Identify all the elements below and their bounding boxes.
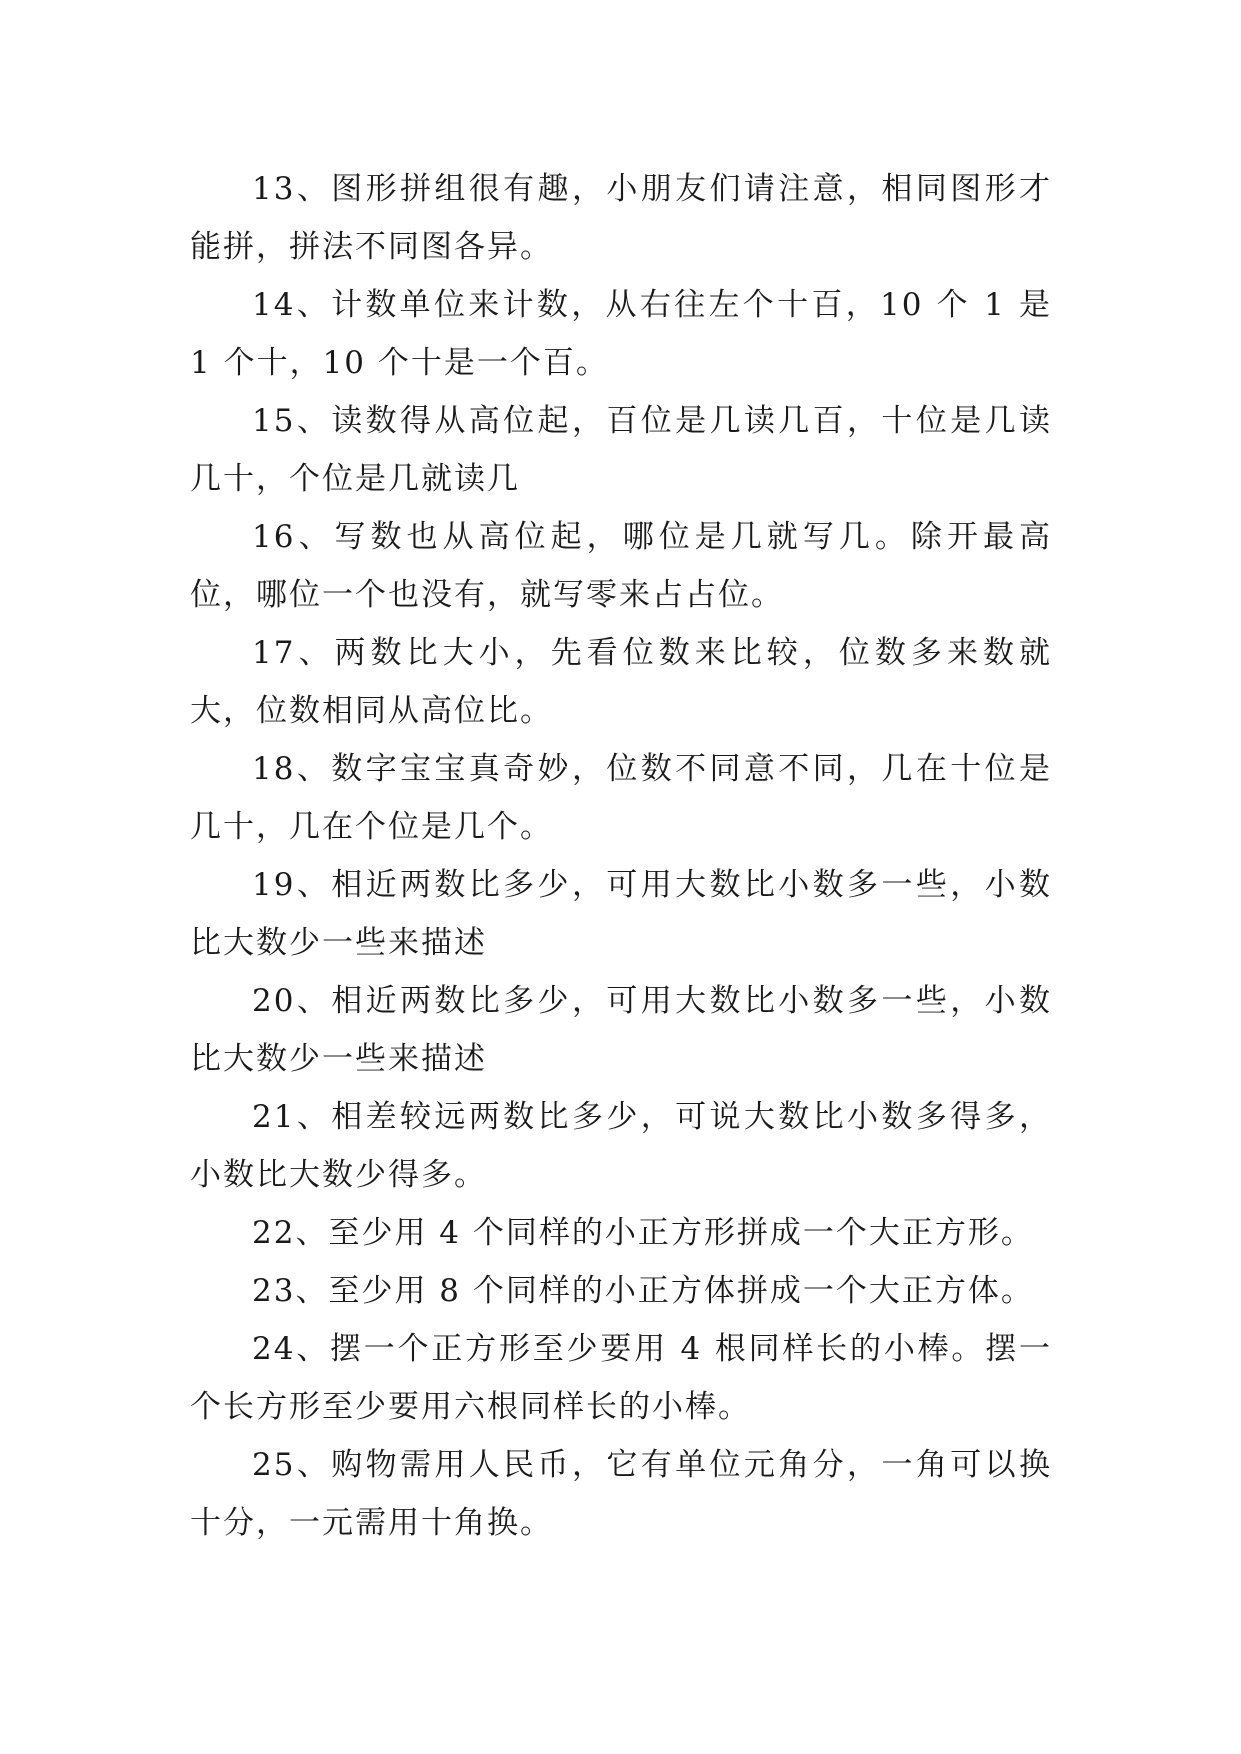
paragraph-20: 20、相近两数比多少，可用大数比小数多一些，小数比大数少一些来描述 bbox=[190, 983, 1052, 1077]
paragraph-22: 22、至少用 4 个同样的小正方形拼成一个大正方形。 bbox=[252, 1215, 1034, 1251]
paragraph-25: 25、购物需用人民币，它有单位元角分，一角可以换十分，一元需用十角换。 bbox=[190, 1447, 1052, 1541]
document-body bbox=[190, 160, 1052, 1552]
paragraph-14: 14、计数单位来计数，从右往左个十百，10 个 1 是 1 个十，10 个十是一个百。 bbox=[190, 287, 1052, 381]
paragraph-18: 18、数字宝宝真奇妙，位数不同意不同，几在十位是几十，几在个位是几个。 bbox=[190, 751, 1052, 845]
paragraph-15: 15、读数得从高位起，百位是几读几百，十位是几读几十，个位是几就读几 bbox=[190, 403, 1052, 497]
paragraph-17: 17、两数比大小，先看位数来比较，位数多来数就大，位数相同从高位比。 bbox=[190, 635, 1052, 729]
paragraph-13: 13、图形拼组很有趣，小朋友们请注意，相同图形才能拼，拼法不同图各异。 bbox=[190, 171, 1052, 265]
paragraph-16: 16、写数也从高位起，哪位是几就写几。除开最高位，哪位一个也没有，就写零来占占位。 bbox=[190, 519, 1052, 613]
paragraph-23: 23、至少用 8 个同样的小正方体拼成一个大正方体。 bbox=[252, 1273, 1034, 1309]
paragraph-24: 24、摆一个正方形至少要用 4 根同样长的小棒。摆一个长方形至少要用六根同样长的小棒。 bbox=[190, 1331, 1052, 1425]
paragraph-21: 21、相差较远两数比多少，可说大数比小数多得多，小数比大数少得多。 bbox=[190, 1099, 1052, 1193]
paragraph-19: 19、相近两数比多少，可用大数比小数多一些，小数比大数少一些来描述 bbox=[190, 867, 1052, 961]
